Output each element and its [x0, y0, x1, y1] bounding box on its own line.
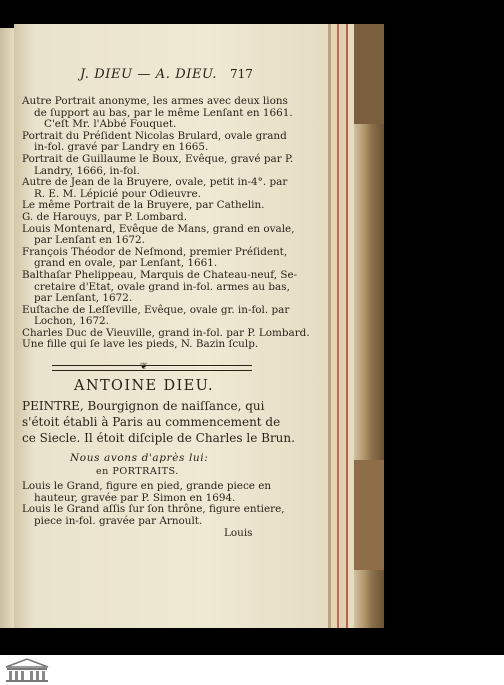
- library-building-icon: [4, 658, 50, 682]
- entry-line: hauteur, gravée par P. Simon en 1694.: [34, 491, 236, 504]
- entry-line: in-fol. gravé par Landry en 1665.: [34, 141, 209, 154]
- cover-leather-top: [354, 24, 384, 124]
- intro-line: ce Siecle. Il étoit diſciple de Charles le Brun.: [22, 431, 295, 445]
- entry-line: Landry, 1666, in-fol.: [34, 164, 140, 177]
- entry-line: Charles Duc de Vieuville, grand in-fol. par P. Lombard.: [22, 326, 310, 339]
- catchword: Louis: [224, 527, 253, 539]
- entry-line: Portrait de Guillaume le Boux, Evêque, gravé par P.: [22, 152, 294, 165]
- subhead-portraits: en PORTRAITS.: [96, 466, 179, 477]
- entries2-block: [22, 481, 285, 527]
- rule-ornament: ❦: [140, 362, 148, 372]
- entry-line: cretaire d'Etat, ovale grand in-fol. armes au bas,: [34, 280, 290, 293]
- entry-line: grand en ovale, par Lenſant, 1661.: [34, 257, 218, 270]
- section-title: ANTOINE DIEU.: [74, 378, 214, 394]
- left-page-edge: [0, 28, 15, 628]
- entry-line: Louis Montenard, Evêque de Mans, grand en ovale,: [22, 222, 295, 235]
- subhead: Nous avons d'après lui:: [70, 452, 209, 464]
- footer-bar: [0, 655, 504, 685]
- intro-line: s'étoit établi à Paris au commencement de: [22, 415, 281, 429]
- page-number: 717: [230, 67, 253, 81]
- entry-line: de ſupport au bas, par le même Lenſant en 1661.: [34, 106, 293, 119]
- entry-line: Euſtache de Leſſeville, Evêque, ovale gr. in-fol. par: [22, 303, 290, 316]
- entry-line: Portrait du Préſident Nicolas Brulard, ovale grand: [22, 129, 287, 142]
- entry-line: R. E. M. Lépicié pour Odieuvre.: [34, 187, 201, 200]
- entry-line: par Lenſant en 1672.: [34, 234, 145, 247]
- entry-line: Le même Portrait de la Bruyere, par Cathelin.: [22, 199, 265, 212]
- intro-line: PEINTRE, Bourgignon de naiſſance, qui: [22, 399, 265, 413]
- entry-line: Louis le Grand, figure en pied, grande piece en: [22, 480, 272, 492]
- entry-line: Une fille qui ſe lave les pieds, N. Bazin ſculp.: [22, 338, 259, 351]
- entry-line: Balthaſar Phelippeau, Marquis de Chateau-neuf, Se-: [22, 268, 298, 281]
- entry-line: Lochon, 1672.: [34, 315, 109, 328]
- entry-line: Autre de Jean de la Bruyere, ovale, petit in-4°. par: [22, 176, 288, 189]
- cover-leather-band: [354, 460, 384, 570]
- entry-line: par Lenſant, 1672.: [34, 292, 133, 305]
- entry-line: piece in-fol. gravée par Arnoult.: [34, 514, 203, 527]
- page-edge: [339, 24, 346, 628]
- entries-block: [22, 96, 310, 351]
- running-head: J. DIEU — A. DIEU.: [80, 67, 218, 82]
- entry-line: G. de Harouys, par P. Lombard.: [22, 210, 187, 223]
- entry-line: Autre Portrait anonyme, les armes avec deux lions: [22, 95, 288, 107]
- section-rule: [52, 365, 252, 371]
- entry-line: Louis le Grand aſſis ſur ſon thrône, figure entiere,: [22, 503, 285, 516]
- intro-paragraph: [22, 398, 295, 446]
- entry-line: François Théodor de Neſmond, premier Préſident,: [22, 245, 288, 258]
- entry-line: C'eſt Mr. l'Abbé Fouquet.: [44, 118, 177, 131]
